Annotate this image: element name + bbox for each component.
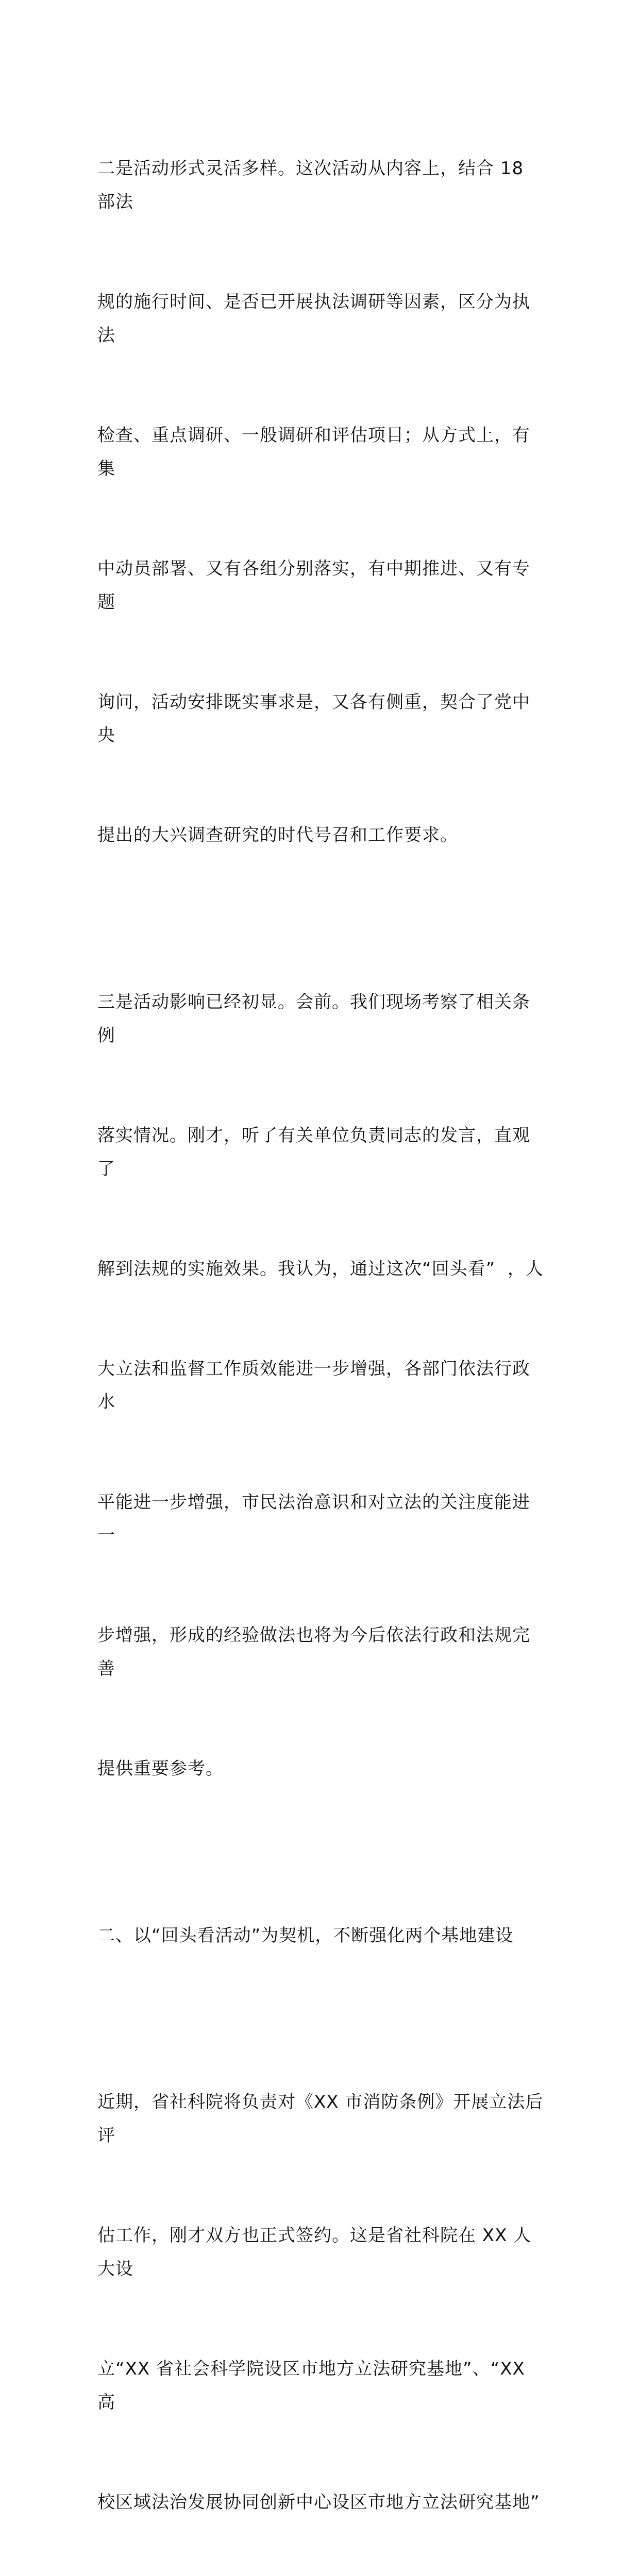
text-line: 落实情况。刚才，听了有关单位负责同志的发言，直观了 (97, 1125, 530, 1179)
text-line: 解到法规的实施效果。我认为，通过这次“回头看” ，人 (97, 1258, 544, 1279)
text-line: 步增强，形成的经验做法也将为今后依法行政和法规完善 (97, 1625, 530, 1680)
text-line: 近期，省社科院将负责对《XX 市消防条例》开展立法后评 (97, 2092, 544, 2146)
text-line: 中动员部署、又有各组分别落实，有中期推进、又有专题 (97, 558, 530, 613)
text-line: 提供重要参考。 (97, 1758, 224, 1780)
paragraph-activity-impact (97, 919, 546, 1853)
heading-line: 二、以“回头看活动”为契机，不断强化两个基地建设 (97, 1925, 514, 1946)
text-line: 三是活动影响已经初显。会前。我们现场考察了相关条例 (97, 991, 530, 1046)
text-line: 二是活动形式灵活多样。这次活动从内容上，结合 18 部法 (97, 158, 530, 213)
text-line: 校区域法治发展协同创新中心设区市地方立法研究基地” (97, 2492, 540, 2513)
document-body (97, 86, 546, 2576)
section-heading-two (97, 1852, 546, 2019)
text-line: 询问，活动安排既实事求是，又各有侧重，契合了党中央 (97, 691, 530, 746)
text-line: 平能进一步增强，市民法治意识和对立法的关注度能进一 (97, 1492, 530, 1546)
text-line: 检查、重点调研、一般调研和评估项目；从方式上，有集 (97, 425, 530, 479)
text-line: 大立法和监督工作质效能进一步增强，各部门依法行政水 (97, 1358, 530, 1413)
text-line: 估工作，刚才双方也正式签约。这是省社科院在 XX 人大设 (97, 2225, 532, 2279)
text-line: 立“XX 省社会科学院设区市地方立法研究基地”、“XX 高 (97, 2358, 531, 2413)
paragraph-recent-evaluation (97, 2019, 546, 2576)
paragraph-activity-form (97, 86, 546, 919)
text-line: 提出的大兴调查研究的时代号召和工作要求。 (97, 825, 458, 846)
text-line: 规的施行时间、是否已开展执法调研等因素，区分为执法 (97, 292, 530, 346)
